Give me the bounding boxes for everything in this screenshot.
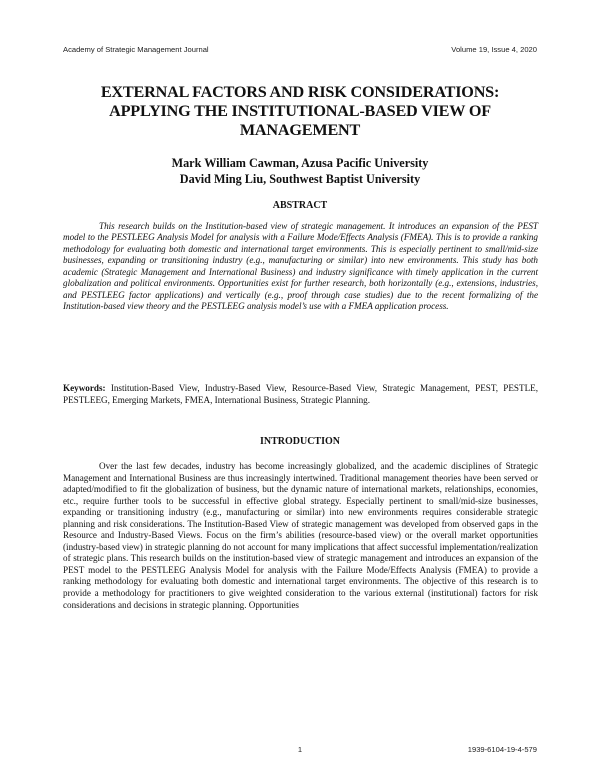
introduction-heading: INTRODUCTION: [259, 436, 340, 447]
paper-title: EXTERNAL FACTORS AND RISK CONSIDERATIONS: APPLYING THE INSTITUTIONAL-BASED VIEW OF MANAGEMENT: [100, 83, 500, 139]
page-number: 1: [297, 745, 303, 754]
abstract-heading: ABSTRACT: [272, 200, 328, 211]
volume-issue: Volume 19, Issue 4, 2020: [451, 45, 537, 54]
abstract-text: This research builds on the Institution-based view of strategic management. It introduces an expansion of the PEST model to the PESTLEEG Analysis Model for analysis with a Failure Mode/Effects Analysis (FMEA). This is to provide a ranking methodology for evaluating both domestic and international target environments. This is especially pertinent to small/mid-size businesses, expanding or transitioning industry (e.g., manufacturing or similar) into new environments. This study has both academic (Strategic Management and International Business) and industry significance with timely application in the current globalization and political environments. Opportunities exist for further research, both horizontally (e.g., extensions, industries, and PESTLEEG factor applications) and vertically (e.g., proof through case studies) due to the recent formalizing of the Institution-based view theory and the PESTLEEG analysis model’s use with a FMEA application process.: [63, 221, 538, 312]
introduction-text: Over the last few decades, industry has become increasingly globalized, and the academic disciplines of Strategic Management and International Business are thus increasingly intertwined. Traditional management theories have been served or adapted/modified to fit the globalization of business, but the dynamic nature of international markets, relationships, economies, etc., require further tools to be successful in effective global strategy. Especially pertinent to small/mid-size businesses, expanding or transitioning industry (e.g., manufacturing or similar) into new environments requires considerable strategic planning and risk considerations. The Institution-Based View of strategic management was developed from observed gaps in the Resource and Industry-Based Views. Focus on the firm’s abilities (resource-based view) or the overall market opportunities (industry-based view) in strategic planning do not account for many implications that affect successful implementation/realization of strategic plans. This research builds on the institution-based view of strategic management and introduces an expansion of the PEST model to the PESTLEEG Analysis Model for analysis with the Failure Mode/Effects Analysis (FMEA) to provide a ranking methodology for evaluating both domestic and international target environments. The objective of this research is to provide a methodology for practitioners to give weighted consideration to the various external (institutional) factors for risk considerations and decisions in strategic planning. Opportunities: [63, 461, 538, 610]
author-line: Mark William Cawman, Azusa Pacific University: [171, 156, 429, 170]
keywords: [63, 383, 538, 406]
issn-code: 1939-6104-19-4-579: [467, 745, 537, 754]
author-block: [70, 155, 530, 187]
keywords-label: Keywords:: [63, 383, 106, 393]
running-header: [63, 45, 537, 54]
author-line: David Ming Liu, Southwest Baptist University: [179, 172, 421, 186]
keywords-text: Institution-Based View, Industry-Based View, Resource-Based View, Strategic Management, PEST, PESTLE, PESTLEEG, Emerging Markets, FMEA, International Business, Strategic Planning.: [63, 383, 538, 405]
journal-name: Academy of Strategic Management Journal: [63, 45, 209, 54]
